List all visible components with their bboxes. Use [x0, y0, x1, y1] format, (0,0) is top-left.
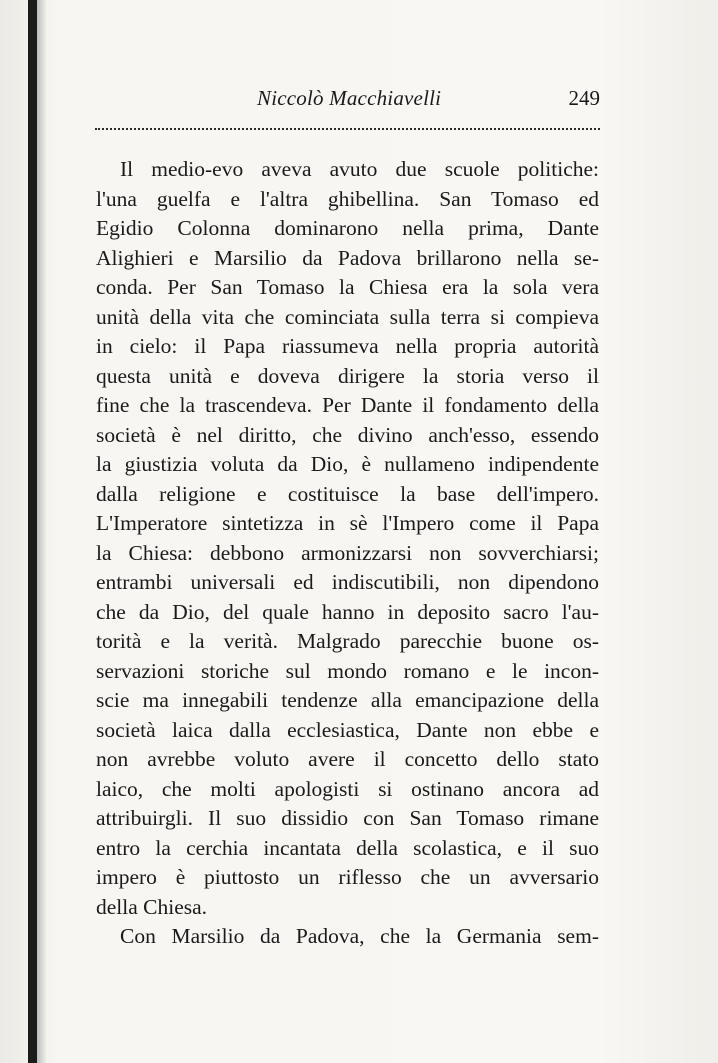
page-number: 249	[568, 86, 600, 110]
text-line: società è nel diritto, che divino anch'esso, essendo	[96, 422, 599, 447]
text-line: entro la cerchia incantata della scolastica, e il suo	[96, 835, 599, 860]
text-line: fine che la trascendeva. Per Dante il fondamento della	[96, 393, 599, 417]
header-rule	[95, 128, 600, 130]
text-line: scie ma innegabili tendenze alla emancipazione della	[96, 688, 599, 712]
page-header	[95, 80, 600, 116]
body-text	[96, 155, 599, 952]
text-line: laico, che molti apologisti si ostinano ancora ad	[96, 776, 599, 801]
text-line: in cielo: il Papa riassumeva nella propria autorità	[96, 334, 599, 358]
text-line: conda. Per San Tomaso la Chiesa era la sola vera	[96, 275, 599, 299]
text-line: della Chiesa.	[96, 894, 208, 919]
text-line: che da Dio, del quale hanno in deposito sacro l'au-	[96, 599, 599, 624]
running-title: Niccolò Macchiavelli	[257, 86, 442, 110]
text-line: unità della vita che cominciata sulla terra si compieva	[96, 304, 599, 329]
binding-shadow	[37, 0, 47, 1063]
text-line: Alighieri e Marsilio da Padova brillarono nella se-	[96, 245, 599, 270]
text-line: questa unità e doveva dirigere la storia verso il	[96, 363, 599, 388]
text-line: la giustizia voluta da Dio, è nullameno indipendente	[96, 452, 599, 476]
text-line: società laica dalla ecclesiastica, Dante non ebbe e	[96, 717, 599, 742]
text-line: attribuirgli. Il suo dissidio con San Tomaso rimane	[96, 806, 599, 830]
text-line: L'Imperatore sintetizza in sè l'Impero come il Papa	[96, 511, 599, 535]
text-line: l'una guelfa e l'altra ghibellina. San Tomaso ed	[96, 186, 599, 211]
text-line: Il medio-evo aveva avuto due scuole politiche:	[120, 157, 599, 181]
text-line: impero è piuttosto un riflesso che un avversario	[96, 865, 599, 889]
text-line: dalla religione e costituisce la base dell'impero.	[96, 481, 599, 506]
text-line: Con Marsilio da Padova, che la Germania sem-	[120, 924, 599, 948]
binding-edge	[28, 0, 37, 1063]
text-line: entrambi universali ed indiscutibili, non dipendono	[96, 570, 599, 594]
text-line: Egidio Colonna dominarono nella prima, Dante	[96, 216, 599, 240]
text-line: la Chiesa: debbono armonizzarsi non sovverchiarsi;	[96, 540, 599, 565]
text-line: non avrebbe voluto avere il concetto dello stato	[96, 747, 599, 771]
text-line: torità e la verità. Malgrado parecchie buone os-	[96, 629, 599, 653]
text-line: servazioni storiche sul mondo romano e le incon-	[96, 658, 599, 683]
